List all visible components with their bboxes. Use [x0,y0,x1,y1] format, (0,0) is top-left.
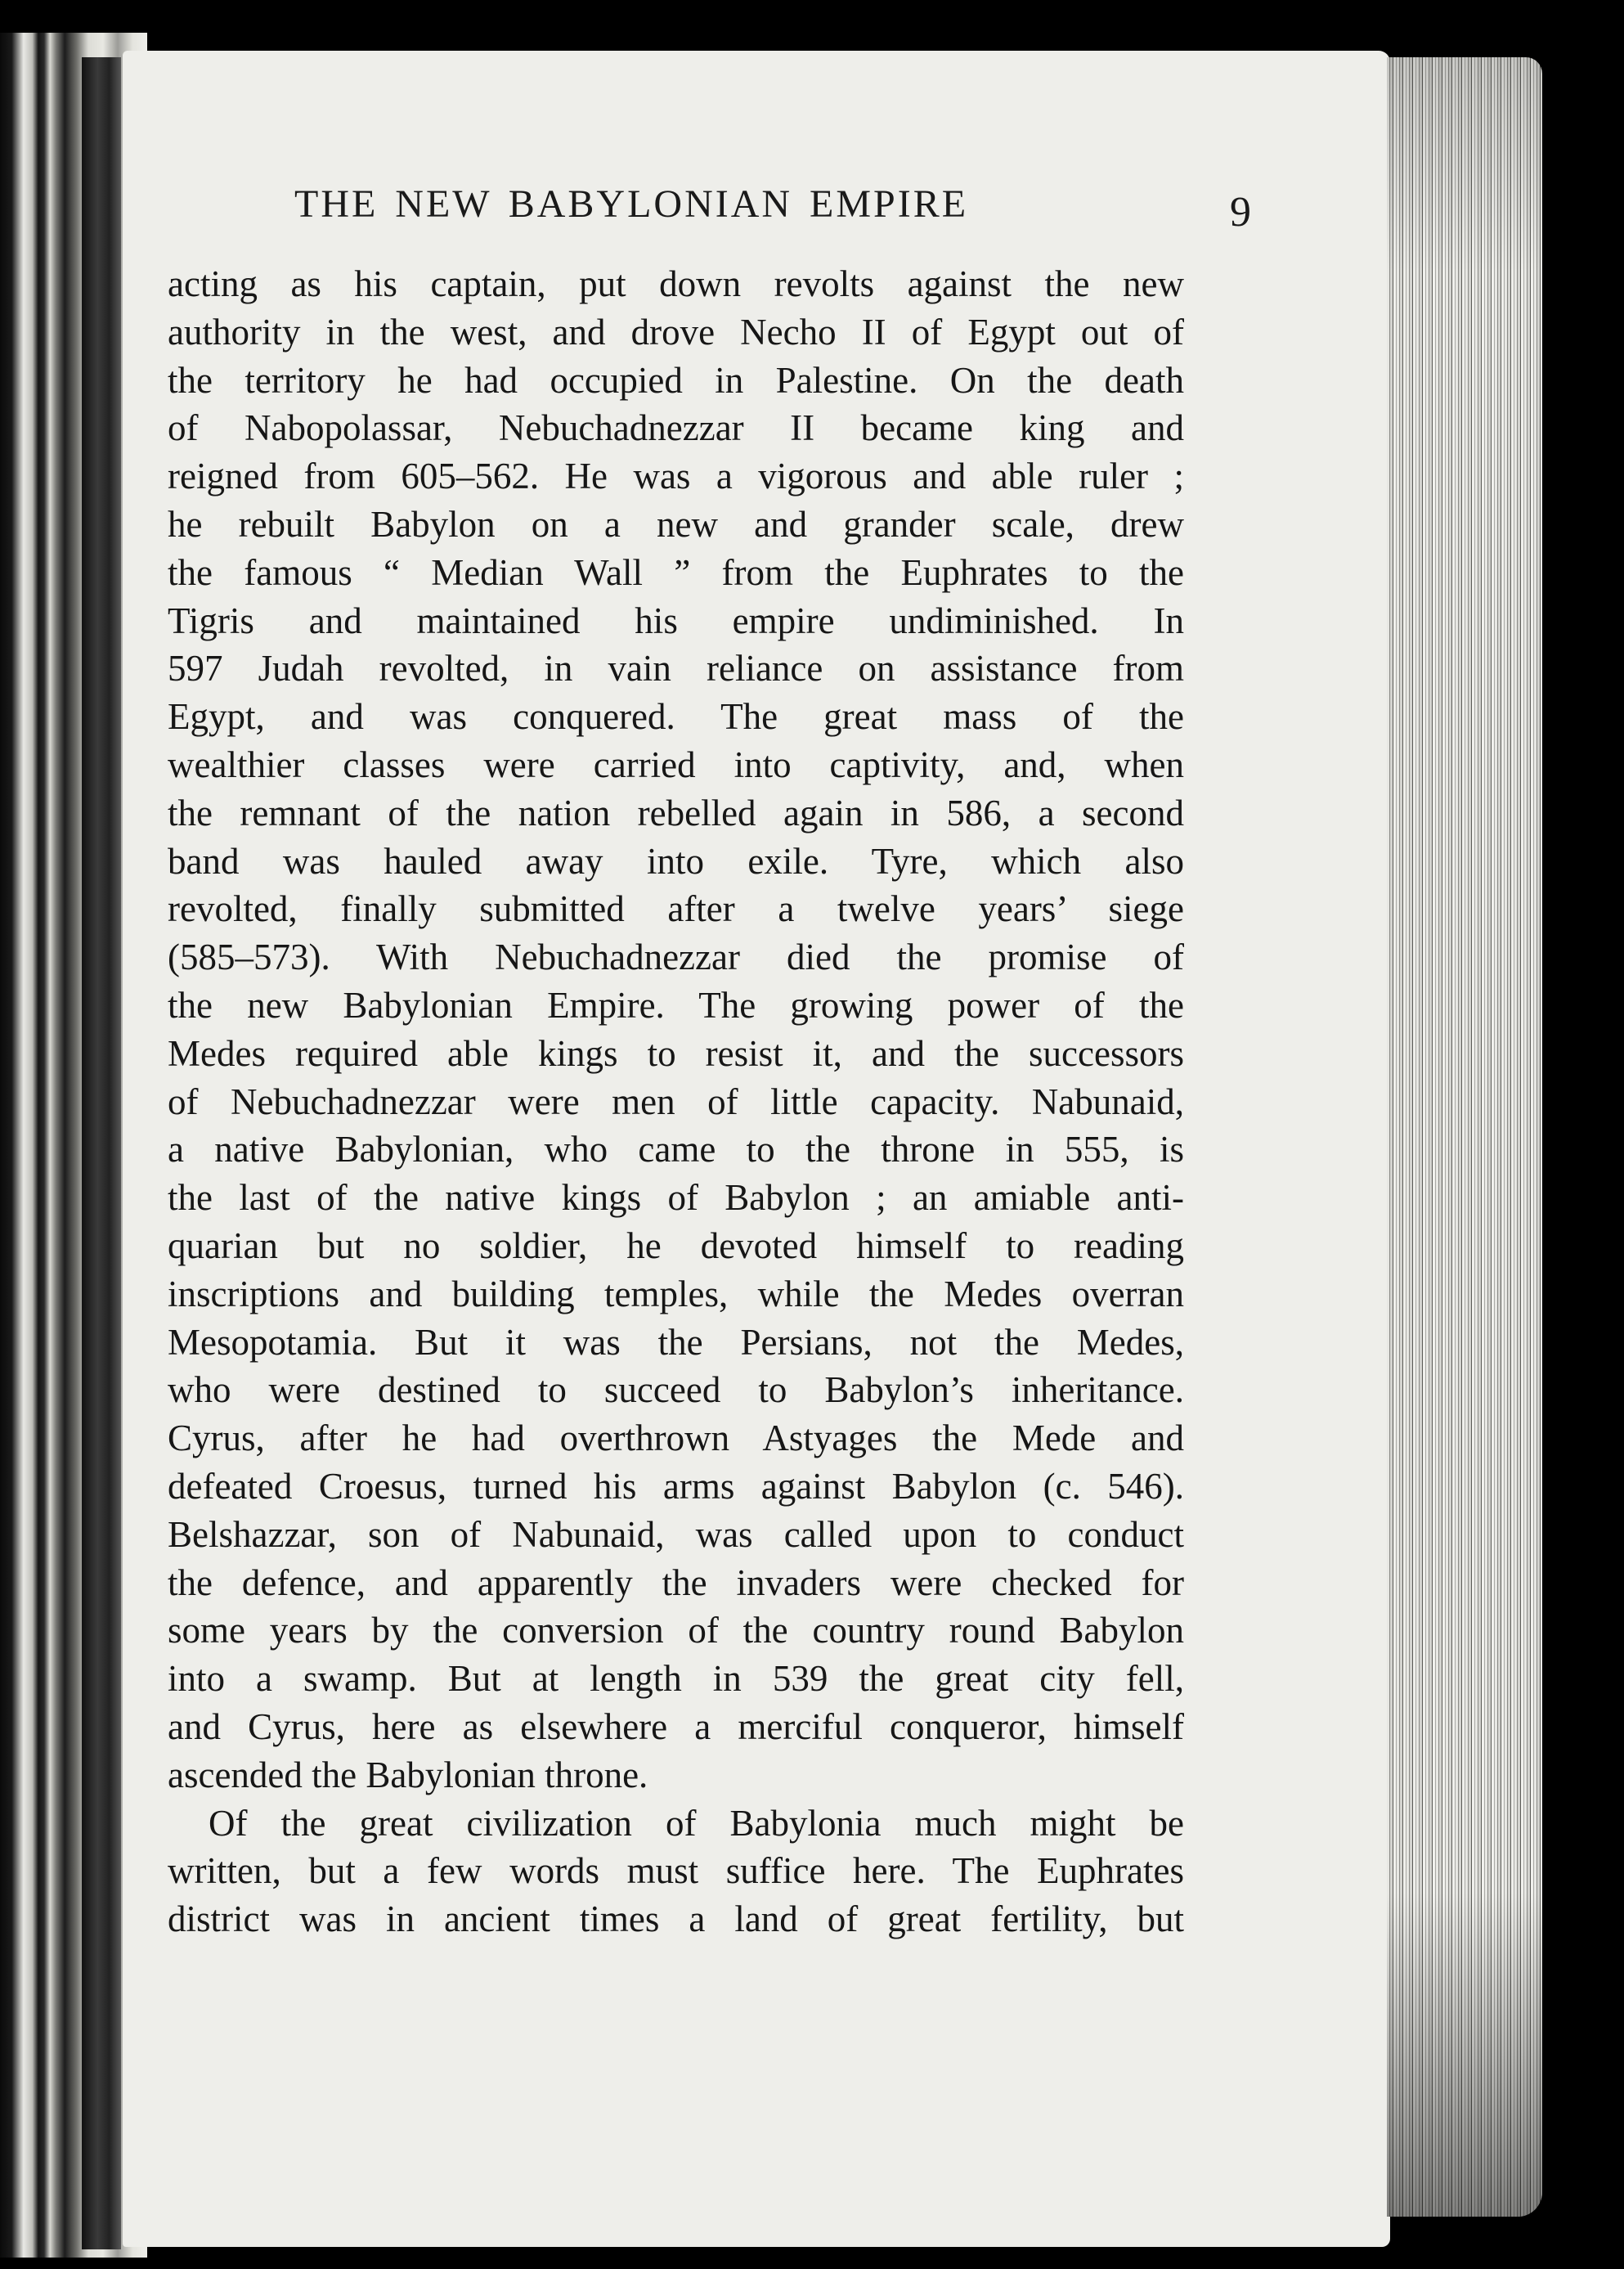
text-line: and Cyrus, here as elsewhere a merciful conqueror, himself [168,1705,1184,1747]
text-line: authority in the west, and drove Necho II of Egypt out of [168,311,1184,353]
text-line: the remnant of the nation rebelled again in 586, a second [168,792,1184,833]
text-line: defeated Croesus, turned his arms against Babylon (c. 546). [168,1465,1184,1507]
text-line: quarian but no soldier, he devoted himself to reading [168,1224,1184,1266]
text-line: Egypt, and was conquered. The great mass of the [168,696,1184,738]
text-line: Tigris and maintained his empire undiminished. In [168,600,1184,641]
text-line: reigned from 605–562. He was a vigorous and able ruler ; [168,456,1184,497]
text-line: Belshazzar, son of Nabunaid, was called upon to conduct [168,1513,1184,1555]
text-line: acting as his captain, put down revolts against the new [168,263,1184,304]
text-line: 597 Judah revolted, in vain reliance on assistance from [168,648,1184,690]
text-line: wealthier classes were carried into captivity, and, when [168,744,1184,785]
text-line: the last of the native kings of Babylon ; an amiable anti- [168,1177,1184,1219]
text-line: the new Babylonian Empire. The growing power of the [168,984,1184,1026]
text-line: Of the great civilization of Babylonia much might be [209,1802,1184,1844]
paragraph-2 [168,1799,1184,1943]
text-line: Cyrus, after he had overthrown Astyages the Mede and [168,1418,1184,1459]
text-line: Medes required able kings to resist it, and the successors [168,1032,1184,1074]
text-line: band was hauled away into exile. Tyre, which also [168,840,1184,882]
page-header [294,182,1251,239]
text-line: inscriptions and building temples, while the Medes overran [168,1273,1184,1314]
text-line: written, but a few words must suffice here. The Euphrates [168,1850,1184,1892]
page-number: 9 [1230,189,1251,236]
body-text [168,260,1184,1943]
text-line: district was in ancient times a land of great fertility, but [168,1898,1184,1940]
text-line: of Nebuchadnezzar were men of little capacity. Nabunaid, [168,1081,1184,1122]
text-line: of Nabopolassar, Nebuchadnezzar II became king and [168,407,1184,449]
text-line: Mesopotamia. But it was the Persians, not the Medes, [168,1321,1184,1363]
paragraph-1 [168,260,1184,1799]
text-line: who were destined to succeed to Babylon’s inheritance. [168,1369,1184,1411]
text-line: into a swamp. But at length in 539 the great city fell, [168,1658,1184,1700]
page-edges [1387,57,1542,2217]
text-line: a native Babylonian, who came to the throne in 555, is [168,1129,1184,1170]
text-line: the territory he had occupied in Palestine. On the death [168,359,1184,401]
text-line: revolted, finally submitted after a twelve years’ siege [168,888,1184,930]
text-line: ascended the Babylonian throne. [168,1754,648,1795]
binding-shadow [82,57,121,2249]
text-line: the defence, and apparently the invaders were checked for [168,1561,1184,1603]
text-line: the famous “ Median Wall ” from the Euphrates to the [168,551,1184,593]
text-line: some years by the conversion of the country round Babylon [168,1610,1184,1651]
text-line: (585–573). With Nebuchadnezzar died the promise of [168,937,1184,978]
running-head: THE NEW BABYLONIAN EMPIRE [294,182,969,226]
text-line: he rebuilt Babylon on a new and grander scale, drew [168,503,1184,545]
